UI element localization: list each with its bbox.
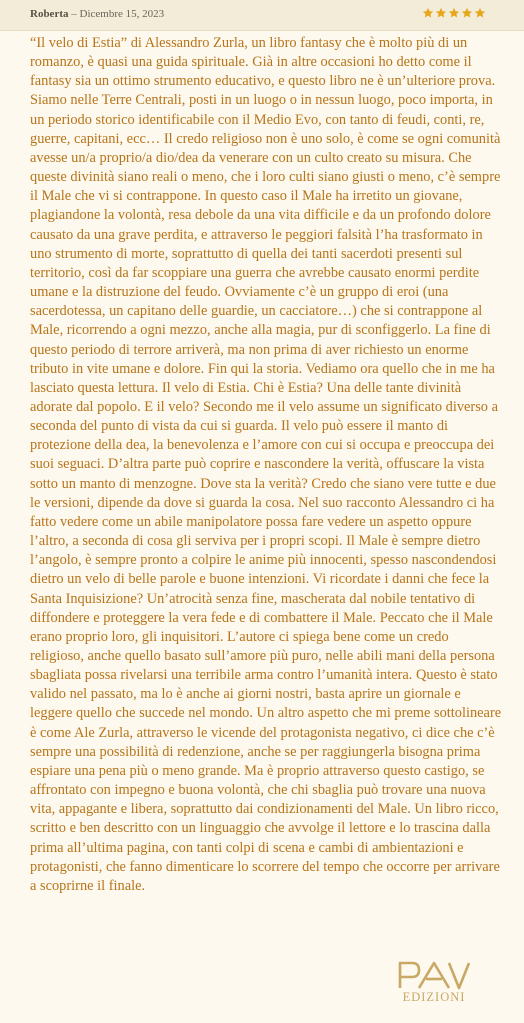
date-separator: –	[68, 8, 80, 20]
review-meta	[30, 8, 164, 20]
pav-logo-mark	[397, 960, 471, 990]
star-icon	[422, 7, 434, 19]
review-text: “Il velo di Estia” di Alessandro Zurla, un libro fantasy che è molto più di un romanzo, è quasi una guida spirituale. Già in altre occasioni ho detto come il fantasy sia un ottimo strumento educativo, e questo libro ne è un’ulteriore prova. Siamo nelle Terre Centrali, posti in un luogo o in nessun luogo, poco importa, in un periodo storico identificabile con il Medio Evo, con tanto di feudi, conti, re, guerre, capitani, ecc… Il credo religioso non è uno solo, è come se ogni comunità avesse un/a proprio/a dio/dea da venerare con un culto creato su misura. Che queste divinità siano reali o meno, che i loro culti siano giusti o meno, c’è sempre il Male che vi si contrappone. In questo caso il Male ha irretito un giovane, plagiandone la volontà, resa debole da una vita difficile e da un profondo dolore causato da una grave perdita, e attraverso le peggiori falsità l’ha trasformato in uno strumento di morte, soprattutto di quella dei tanti sacerdoti presenti sul territorio, così da far scoppiare una guerra che avrebbe causato enormi perdite umane e la distruzione del feudo. Ovviamente c’è un gruppo di eroi (una sacerdotessa, un capitano delle guardie, un cacciatore…) che si contrappone al Male, ricorrendo a ogni mezzo, anche alla magia, pur di sconfiggerlo. La fine di questo periodo di terrore arriverà, ma non prima di aver richiesto un enorme tributo in vite umane e dolore. Fin qui la storia. Vediamo ora quello che in me ha lasciato questa lettura. Il velo di Estia. Chi è Estia? Una delle tante divinità adorate dal popolo. E il velo? Secondo me il velo assume un significato diverso a seconda del punto di vista da cui si guarda. Il velo può essere il manto di protezione della dea, la benevolenza e l’amore con cui si occupa e preoccupa dei suoi seguaci. D’altra parte può coprire e nascondere la verità, offuscare la vista sotto un manto di menzogne. Dove sta la verità? Credo che siano vere tutte e due le versioni, dipende da dove si guarda la cosa. Nel suo racconto Alessandro ci ha fatto vedere come un abile manipolatore possa fare vedere un aspetto oppure l’altro, a seconda di cosa gli serviva per i propri scopi. Il Male è sempre dietro l’angolo, è sempre pronto a colpire le anime più innocenti, spesso nascondendosi dietro un velo di belle parole e buone intenzioni. Vi ricordate i danni che fece la Santa Inquisizione? Un’atrocità senza fine, mascherata dal nobile tentativo di diffondere e proteggere la vera fede e di combattere il Male. Peccato che il Male erano proprio loro, gli inquisitori. L’autore ci spiega bene come un credo religioso, anche quello basato sull’amore più puro, nelle abili mani della persona sbagliata possa rivelarsi una terribile arma contro l’umanità intera. Questo è stato valido nel passato, ma lo è anche ai giorni nostri, basta aprire un giornale e leggere quello che succede nel mondo. Un altro aspetto che mi preme sottolineare è come Ale Zurla, attraverso le vicende del protagonista negativo, ci dice che c’è sempre una possibilità di redenzione, anche se per raggiungerla bisogna prima espiare una pena più o meno grande. Ma è proprio attraverso questo castigo, se affrontato con impegno e buona volontà, che chi sbaglia può trovare una nuova vita, appagante e libera, soprattutto dai condizionamenti del Male. Un libro ricco, scritto e ben descritto con un linguaggio che avvolge il lettore e lo trascina dalla prima all’ultima pagina, con tanti colpi di scena e cambi di ambientazioni e protagonisti, che fanno dimenticare lo scorrere del tempo che occorre per arrivare a scoprirne il finale.	[30, 35, 502, 894]
pav-edizioni-logo	[392, 960, 476, 1008]
star-icon	[448, 7, 460, 19]
star-rating	[422, 7, 486, 19]
author-name: Roberta	[30, 8, 69, 20]
star-icon	[474, 7, 486, 19]
review-date: Dicembre 15, 2023	[79, 8, 165, 20]
star-icon	[435, 7, 447, 19]
logo-text: EDIZIONI	[402, 990, 466, 1004]
star-icon	[461, 7, 473, 19]
review-header	[0, 0, 524, 31]
